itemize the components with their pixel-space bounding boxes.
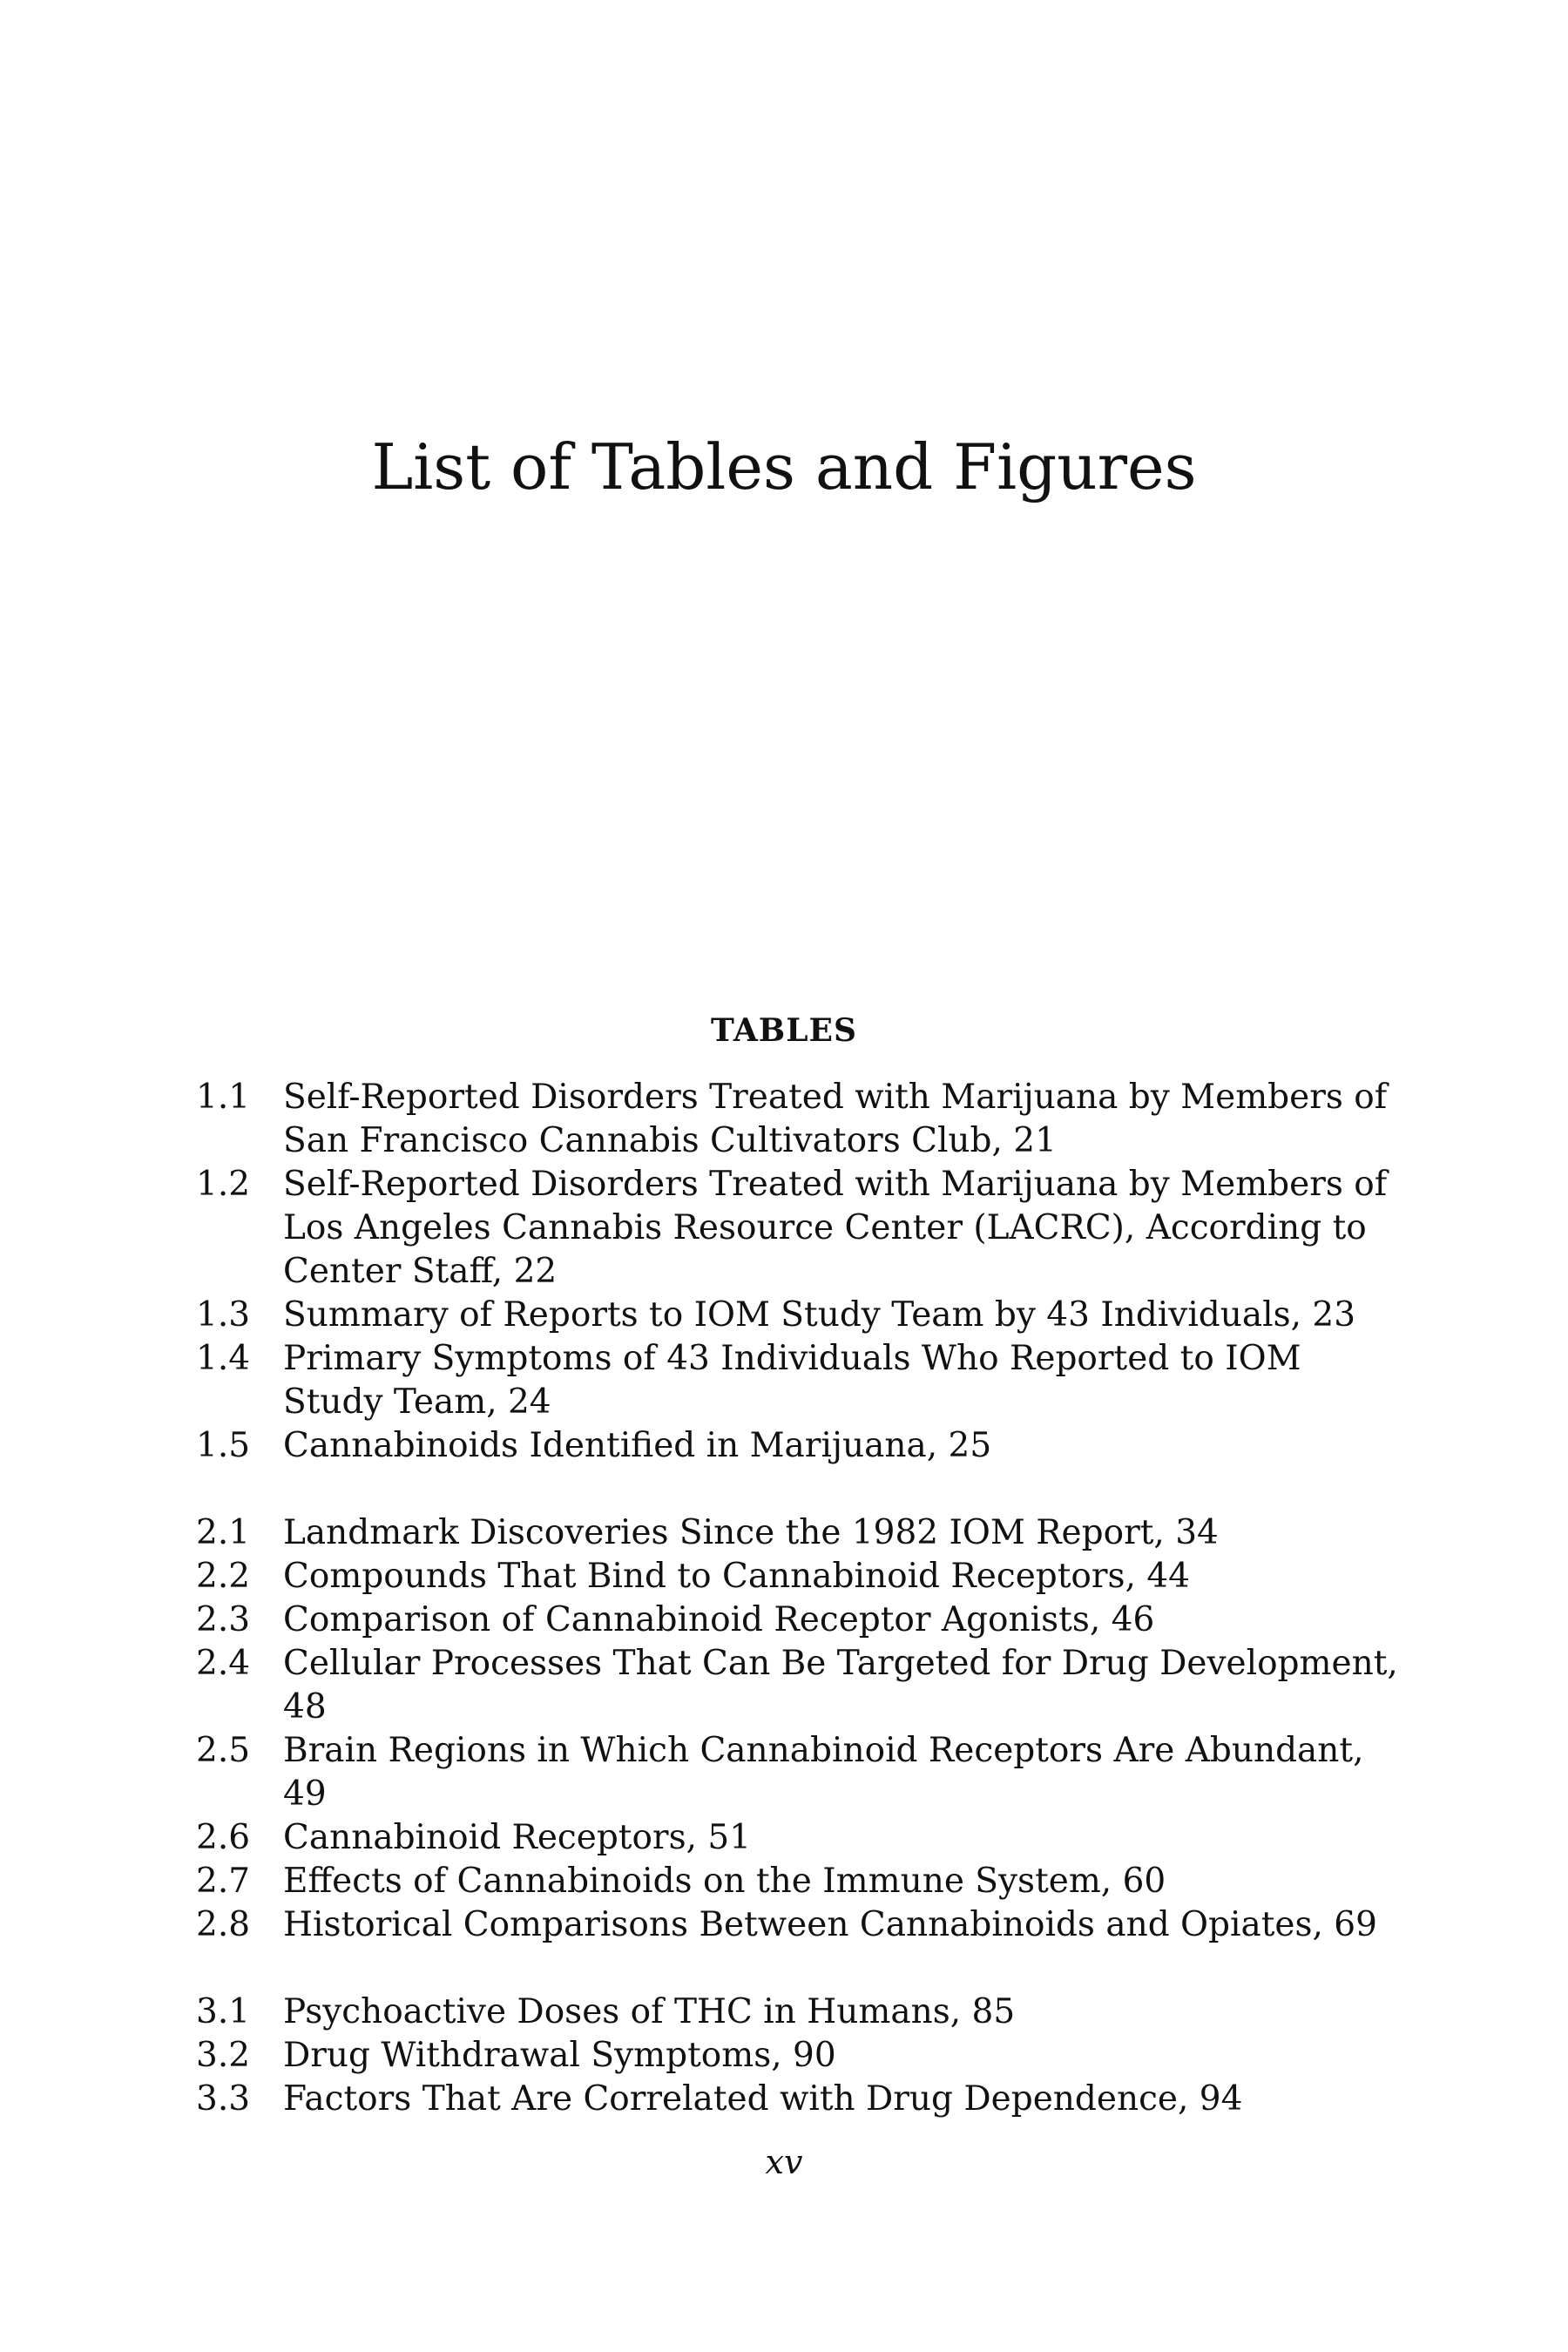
entry-text: Summary of Reports to IOM Study Team by 43 Individuals, 23 — [283, 1295, 1356, 1335]
list-item — [196, 1424, 1407, 1468]
entry-number: 2.7 — [196, 1862, 251, 1901]
entry-text: Historical Comparisons Between Cannabinoids and Opiates, 69 — [283, 1905, 1377, 1944]
entry-text: Primary Symptoms of 43 Individuals Who Reported to IOM Study Team, 24 — [283, 1339, 1301, 1422]
entry-text: Psychoactive Doses of THC in Humans, 85 — [283, 1992, 1016, 2031]
entry-number: 1.3 — [196, 1295, 251, 1335]
entry-text: Brain Regions in Which Cannabinoid Receptors Are Abundant, 49 — [283, 1731, 1364, 1814]
entry-number: 3.3 — [196, 2079, 251, 2119]
section-heading-tables: TABLES — [711, 1012, 857, 1049]
list-item — [196, 1511, 1407, 1555]
entry-number: 3.1 — [196, 1992, 251, 2031]
list-item — [196, 1337, 1407, 1424]
page-title: List of Tables and Figures — [371, 430, 1197, 504]
table-group-chapter-3 — [196, 1990, 1407, 2121]
list-item — [196, 1903, 1407, 1947]
entry-number: 2.5 — [196, 1731, 251, 1770]
entry-number: 2.4 — [196, 1644, 251, 1683]
tables-list — [196, 1076, 1407, 2165]
list-item — [196, 1598, 1407, 1642]
list-item — [196, 1076, 1407, 1163]
entry-text: Landmark Discoveries Since the 1982 IOM Report, 34 — [283, 1513, 1219, 1552]
entry-text: Comparison of Cannabinoid Receptor Agonists, 46 — [283, 1600, 1155, 1639]
list-item — [196, 1860, 1407, 1903]
entry-number: 2.8 — [196, 1905, 251, 1944]
list-item — [196, 1163, 1407, 1294]
entry-text: Self-Reported Disorders Treated with Marijuana by Members of Los Angeles Cannabis Resource Center (LACRC), According to Center Staff, 22 — [283, 1165, 1388, 1291]
table-group-chapter-2 — [196, 1511, 1407, 1947]
list-item — [196, 2078, 1407, 2121]
page-number: xv — [765, 2143, 803, 2181]
table-group-chapter-1 — [196, 1076, 1407, 1468]
list-item — [196, 1555, 1407, 1598]
entry-number: 2.3 — [196, 1600, 251, 1639]
entry-text: Effects of Cannabinoids on the Immune System, 60 — [283, 1862, 1166, 1901]
entry-number: 1.4 — [196, 1339, 251, 1378]
list-item — [196, 1294, 1407, 1337]
entry-text: Cannabinoids Identified in Marijuana, 25 — [283, 1426, 992, 1465]
list-item — [196, 1642, 1407, 1729]
entry-text: Cellular Processes That Can Be Targeted for Drug Development, 48 — [283, 1644, 1398, 1727]
entry-number: 1.2 — [196, 1165, 251, 1204]
entry-text: Drug Withdrawal Symptoms, 90 — [283, 2036, 836, 2075]
entry-text: Cannabinoid Receptors, 51 — [283, 1818, 752, 1857]
entry-text: Compounds That Bind to Cannabinoid Receptors, 44 — [283, 1557, 1190, 1596]
list-item — [196, 2034, 1407, 2078]
entry-number: 1.1 — [196, 1078, 251, 1117]
list-item — [196, 1816, 1407, 1860]
list-item — [196, 1729, 1407, 1816]
entry-number: 2.1 — [196, 1513, 251, 1552]
entry-number: 1.5 — [196, 1426, 251, 1465]
entry-number: 2.6 — [196, 1818, 251, 1857]
entry-text: Self-Reported Disorders Treated with Marijuana by Members of San Francisco Cannabis Cultivators Club, 21 — [283, 1078, 1388, 1160]
entry-number: 2.2 — [196, 1557, 251, 1596]
entry-text: Factors That Are Correlated with Drug Dependence, 94 — [283, 2079, 1243, 2119]
entry-number: 3.2 — [196, 2036, 251, 2075]
list-item — [196, 1990, 1407, 2034]
